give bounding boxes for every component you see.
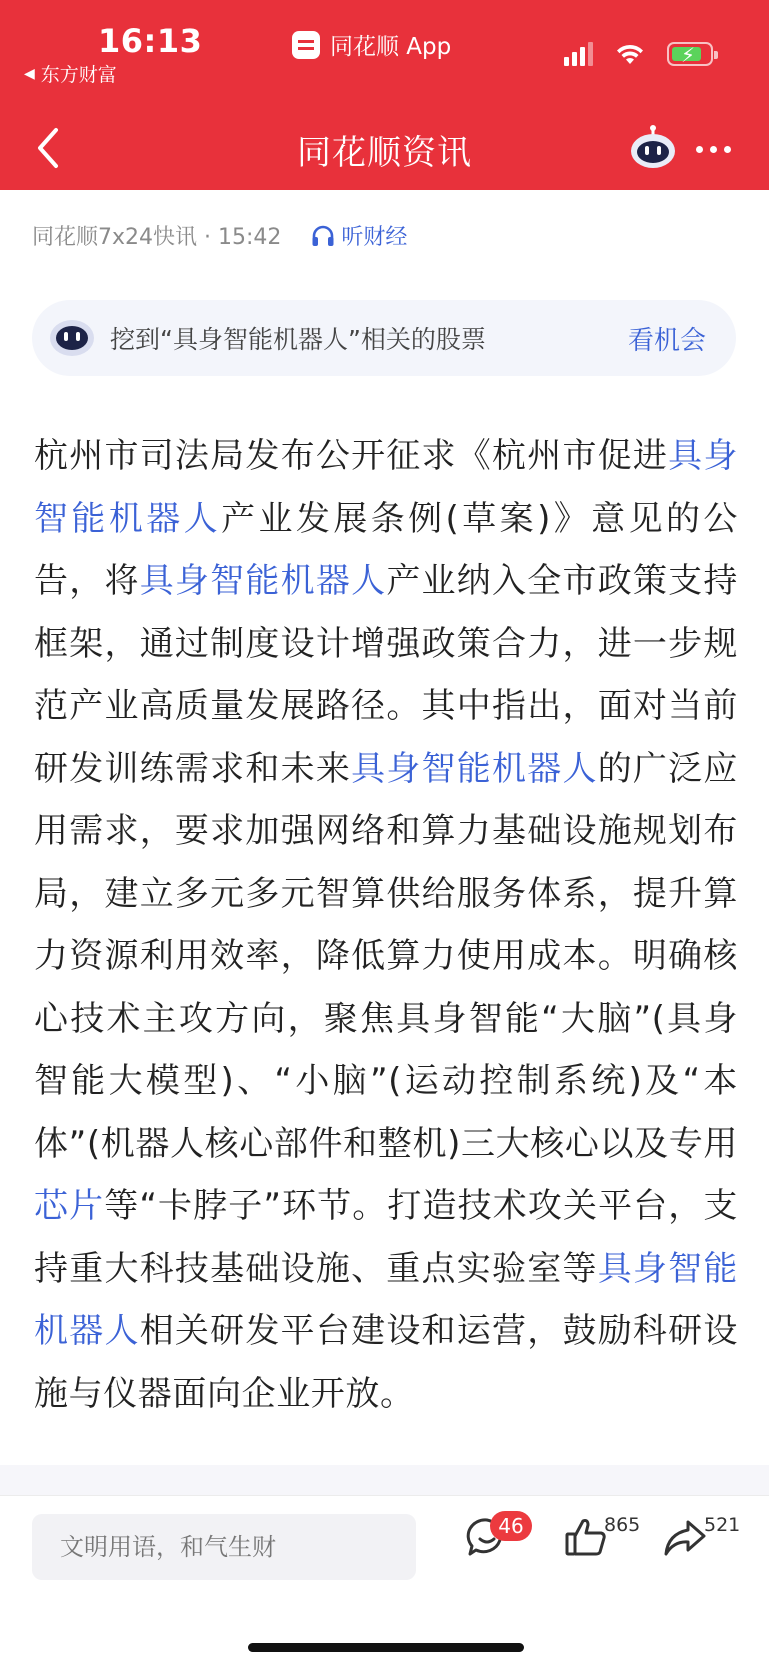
wifi-icon	[615, 42, 645, 66]
app-logo-icon	[292, 31, 320, 59]
article-text: 杭州市司法局发布公开征求《杭州市促进	[34, 436, 669, 476]
section-divider	[0, 1465, 769, 1495]
comment-input[interactable]: 文明用语，和气生财	[32, 1514, 416, 1580]
app-header	[0, 0, 769, 190]
article-source	[32, 220, 407, 251]
app-name: 同花顺 App	[330, 34, 452, 60]
status-icons	[564, 42, 713, 66]
article-text: 等“卡脖子”环节。打造技术攻关平台，支持重大科技基础设施、重点实验室等	[34, 1186, 738, 1289]
bottom-action-bar	[0, 1495, 769, 1666]
article-body	[34, 425, 738, 1425]
keyword-link[interactable]: 具身智能机器人	[351, 748, 598, 789]
keyword-link[interactable]: 具身智能机器人	[34, 436, 738, 539]
related-stocks-banner[interactable]	[32, 300, 736, 376]
keyword-link[interactable]: 芯片	[34, 1186, 105, 1226]
back-triangle-icon: ◀	[24, 65, 35, 82]
robot-assistant-icon	[48, 316, 96, 360]
status-time: 16:13	[98, 22, 203, 60]
page-title: 同花顺资讯	[297, 133, 472, 173]
share-count: 521	[704, 1514, 741, 1536]
back-app-label: 东方财富	[40, 64, 117, 86]
article-text: 相关研发平台建设和运营，鼓励科研设施与仪器面向企业开放。	[34, 1311, 738, 1414]
banner-text: 挖到“具身智能机器人”相关的股票	[110, 325, 486, 354]
article-text: 产业发展条例(草案)》意见的公告，将	[34, 498, 739, 601]
keyword-link[interactable]: 具身智能机器人	[34, 1248, 738, 1351]
share-button[interactable]	[662, 1516, 708, 1558]
back-to-app[interactable]	[24, 60, 117, 87]
article-text: 的广泛应用需求，要求加强网络和算力基础设施规划布局，建立多元多元智算供给服务体系，提升算力资源利用效率，降低算力使用成本。明确核心技术主攻方向，聚焦具身智能“大脑”(具身智能大模型)、“小脑”(运动控制系统)及“本体”(机器人核心部件和整机)三大核心以及专用	[34, 748, 738, 1164]
like-button[interactable]	[564, 1516, 608, 1558]
view-opportunity-link[interactable]: 看机会	[627, 325, 706, 356]
source-text: 同花顺7x24快讯 · 15:42	[32, 225, 282, 250]
home-indicator	[248, 1643, 524, 1652]
keyword-link[interactable]: 具身智能机器人	[139, 561, 387, 601]
comment-count-badge: 46	[490, 1511, 532, 1541]
share-arrow-icon	[662, 1516, 708, 1558]
article-text: 产业纳入全市政策支持框架，通过制度设计增强政策合力，进一步规范产业高质量发展路径。其中指出，面对当前研发训练需求和未来	[34, 561, 739, 789]
app-indicator	[292, 28, 451, 61]
headphones-icon	[311, 225, 335, 247]
listen-label: 听财经	[341, 225, 408, 250]
robot-assistant-icon[interactable]	[628, 124, 678, 170]
cellular-signal-icon	[564, 42, 593, 66]
listen-button[interactable]	[311, 220, 407, 251]
like-count: 865	[604, 1514, 641, 1536]
more-options-icon[interactable]	[696, 146, 731, 153]
thumbs-up-icon	[564, 1516, 608, 1558]
battery-icon: ⚡	[667, 42, 713, 66]
